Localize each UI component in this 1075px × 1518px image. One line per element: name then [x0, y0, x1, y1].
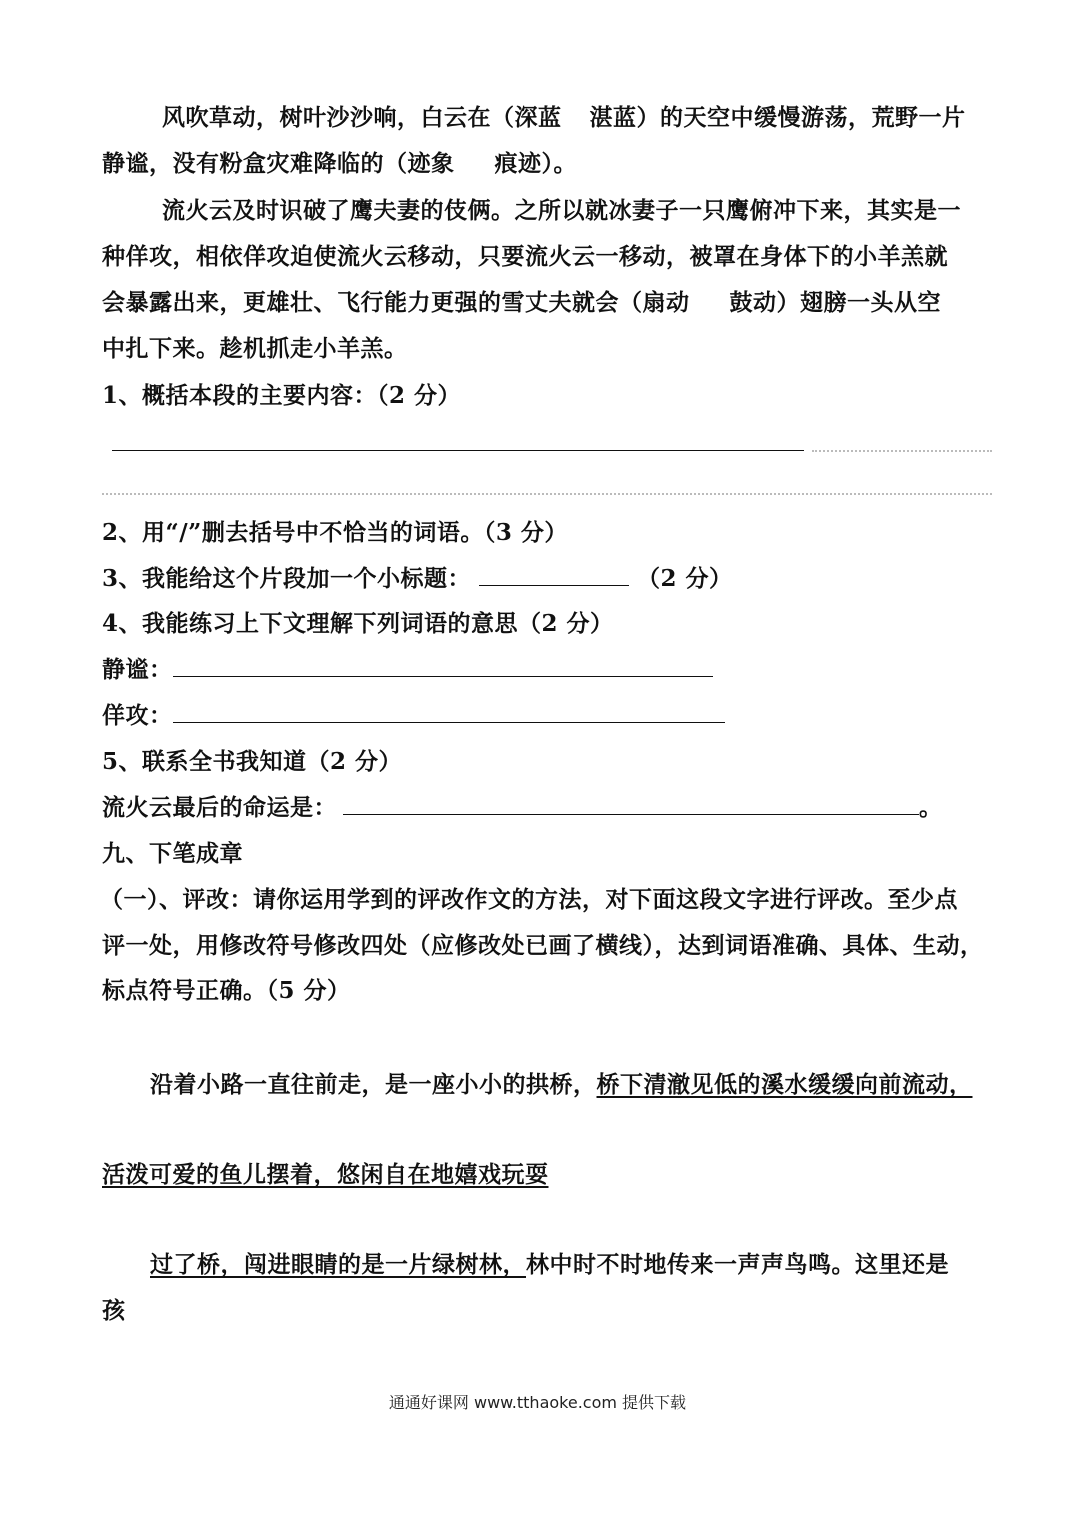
question-5: 5、联系全书我知道（2 分）: [102, 748, 403, 775]
essay-line-2: 活泼可爱的鱼儿摆着，悠闲自在地嬉戏玩耍: [102, 1161, 549, 1188]
passage-line-3: 流火云及时识破了鹰夫妻的伎俩。之所以就冰妻子一只鹰俯冲下来，其实是一: [162, 197, 961, 224]
underlined-text: 过了桥，闯进眼睛的是一片绿树林，: [150, 1251, 526, 1278]
passage-text: 会暴露出来，更雄壮、飞行能力更强的雪丈夫就会（扇动: [102, 289, 690, 316]
question-4-item-1: [102, 655, 713, 685]
dotted-guide: [812, 450, 992, 452]
essay-line-1: [150, 1070, 973, 1100]
question-text: 3、我能给这个片段加一个小标题：: [102, 565, 472, 592]
section-9-intro-3: 标点符号正确。（5 分）: [102, 977, 351, 1004]
passage-text: 风吹草动，树叶沙沙响，白云在（深蓝: [162, 104, 562, 131]
passage-line-6: 中扎下来。趁机抓走小羊羔。: [102, 335, 408, 362]
passage-line-1: [162, 103, 966, 133]
underlined-text: 桥下清澈见低的溪水缓缓向前流动，: [596, 1071, 973, 1098]
essay-line-3: [150, 1250, 949, 1280]
passage-text: 痕迹）。: [494, 150, 577, 177]
answer-line-q1[interactable]: [112, 432, 804, 451]
section-9-intro-2: 评一处，用修改符号修改四处（应修改处已画了横线），达到词语准确、具体、生动，: [102, 932, 984, 959]
passage-text: 鼓动）翅膀一头从空: [729, 289, 941, 316]
answer-line-q4b[interactable]: [173, 704, 725, 723]
passage-line-5: [102, 288, 941, 318]
question-score: （2 分）: [637, 565, 733, 592]
passage-line-2: [102, 149, 577, 179]
question-4-item-2: [102, 701, 725, 731]
period: 。: [919, 794, 943, 821]
term-label: 佯攻：: [102, 702, 173, 729]
question-1: 1、概括本段的主要内容：（2 分）: [102, 382, 462, 409]
question-4: 4、我能练习上下文理解下列词语的意思（2 分）: [102, 610, 614, 637]
answer-line-q5[interactable]: [343, 796, 919, 815]
section-9-title: 九、下笔成章: [102, 840, 243, 867]
essay-line-4: 孩: [102, 1297, 126, 1324]
essay-text: 沿着小路一直往前走，是一座小小的拱桥，: [150, 1071, 597, 1098]
dotted-guide: [102, 493, 992, 495]
passage-line-4: 种佯攻，相依佯攻迫使流火云移动，只要流火云一移动，被罩在身体下的小羊羔就: [102, 243, 948, 270]
question-5-item: [102, 793, 943, 823]
answer-line-q4a[interactable]: [173, 658, 713, 677]
passage-text: 湛蓝）的天空中缓慢游荡，荒野一片: [589, 104, 966, 131]
essay-text: 林中时不时地传来一声声鸟鸣。这里还是: [526, 1251, 949, 1278]
answer-line-q3[interactable]: [479, 567, 629, 586]
question-text: 流火云最后的命运是：: [102, 794, 337, 821]
term-label: 静谧：: [102, 656, 173, 683]
question-3: [102, 564, 733, 594]
section-9-intro-1: （一）、评改：请你运用学到的评改作文的方法，对下面这段文字进行评改。至少点: [100, 886, 958, 913]
question-2: 2、用“/”删去括号中不恰当的词语。（3 分）: [102, 519, 568, 546]
passage-text: 静谧，没有粉盒灾难降临的（迹象: [102, 150, 455, 177]
page-footer: 通通好课网 www.tthaoke.com 提供下载: [388, 1393, 687, 1412]
